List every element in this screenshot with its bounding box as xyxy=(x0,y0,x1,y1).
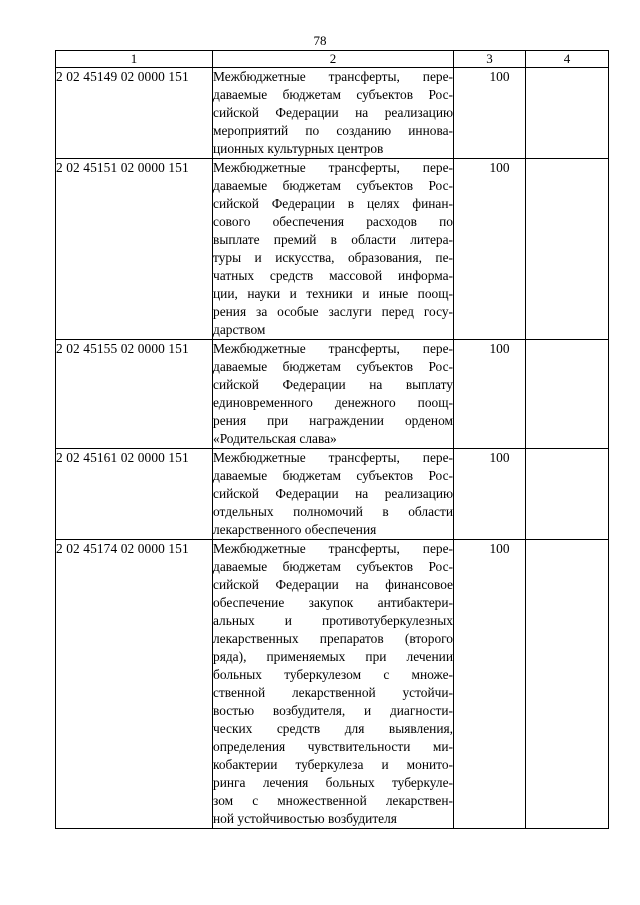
description-line: туры и искусства, образования, пе- xyxy=(213,250,453,265)
description-line: ционных культурных центров xyxy=(213,141,384,156)
description-line: даваемые бюджетам субъектов Рос- xyxy=(213,359,453,374)
column-4-cell xyxy=(526,68,609,159)
table-row xyxy=(56,340,609,449)
description-line: ции, науки и техники и иные поощ- xyxy=(213,286,453,301)
column-header-3: 3 xyxy=(454,51,526,68)
description-line: сового обеспечения расходов по xyxy=(213,214,453,229)
description-line: выплате премий в области литера- xyxy=(213,232,453,247)
description-line: альных и противотуберкулезных xyxy=(213,613,453,628)
amount-value: 100 xyxy=(489,541,510,556)
column-header-2: 2 xyxy=(213,51,454,68)
table-header xyxy=(56,51,609,68)
amount-cell xyxy=(454,540,526,829)
description-line: зом с множественной лекарствен- xyxy=(213,793,453,808)
description-line: «Родительская слава» xyxy=(213,431,337,446)
description-cell xyxy=(213,449,454,540)
description-line: Межбюджетные трансферты, пере- xyxy=(213,69,453,84)
description-line: рения при награждении орденом xyxy=(213,413,453,428)
amount-value: 100 xyxy=(489,341,510,356)
description-line: единовременного денежного поощ- xyxy=(213,395,453,410)
description-line: даваемые бюджетам субъектов Рос- xyxy=(213,559,453,574)
column-4-cell xyxy=(526,449,609,540)
description-line: ной устойчивостью возбудителя xyxy=(213,811,397,826)
description-cell xyxy=(213,540,454,829)
description-line: сийской Федерации на выплату xyxy=(213,377,453,392)
budget-code-cell: 2 02 45155 02 0000 151 xyxy=(56,340,213,449)
description-line: сийской Федерации в целях финан- xyxy=(213,196,453,211)
description-line: ринга лечения больных туберкуле- xyxy=(213,775,453,790)
description-line: Межбюджетные трансферты, пере- xyxy=(213,341,453,356)
header-row xyxy=(56,51,609,68)
description-line: отдельных полномочий в области xyxy=(213,504,453,519)
description-line: сийской Федерации на реализацию xyxy=(213,486,453,501)
description-line: сийской Федерации на реализацию xyxy=(213,105,453,120)
description-line: ряда), применяемых при лечении xyxy=(213,649,453,664)
description-line: рения за особые заслуги перед госу- xyxy=(213,304,453,319)
table-body xyxy=(56,68,609,829)
description-line: чатных средств массовой информа- xyxy=(213,268,453,283)
budget-code-cell: 2 02 45149 02 0000 151 xyxy=(56,68,213,159)
budget-code-cell: 2 02 45151 02 0000 151 xyxy=(56,159,213,340)
description-line: даваемые бюджетам субъектов Рос- xyxy=(213,468,453,483)
column-header-4: 4 xyxy=(526,51,609,68)
description-line: ственной лекарственной устойчи- xyxy=(213,685,453,700)
description-line: сийской Федерации на финансовое xyxy=(213,577,453,592)
budget-table xyxy=(55,50,609,829)
description-line: востью возбудителя, и диагности- xyxy=(213,703,453,718)
budget-code-cell: 2 02 45161 02 0000 151 xyxy=(56,449,213,540)
table-row xyxy=(56,540,609,829)
description-line: определения чувствительности ми- xyxy=(213,739,453,754)
description-line: лекарственного обеспечения xyxy=(213,522,377,537)
description-line: ческих средств для выявления, xyxy=(213,721,453,736)
page-number: 78 xyxy=(313,33,327,48)
description-cell xyxy=(213,340,454,449)
description-line: обеспечение закупок антибактери- xyxy=(213,595,453,610)
description-cell xyxy=(213,68,454,159)
description-line: даваемые бюджетам субъектов Рос- xyxy=(213,87,453,102)
description-line: кобактерии туберкулеза и монито- xyxy=(213,757,453,772)
description-line: больных туберкулезом с множе- xyxy=(213,667,453,682)
description-cell xyxy=(213,159,454,340)
column-4-cell xyxy=(526,340,609,449)
amount-cell xyxy=(454,159,526,340)
column-4-cell xyxy=(526,159,609,340)
amount-cell xyxy=(454,340,526,449)
amount-cell xyxy=(454,68,526,159)
table-row xyxy=(56,68,609,159)
column-header-1: 1 xyxy=(56,51,213,68)
description-line: Межбюджетные трансферты, пере- xyxy=(213,541,453,556)
description-line: Межбюджетные трансферты, пере- xyxy=(213,450,453,465)
amount-cell xyxy=(454,449,526,540)
amount-value: 100 xyxy=(489,69,510,84)
description-line: дарством xyxy=(213,322,266,337)
description-line: мероприятий по созданию иннова- xyxy=(213,123,453,138)
table-row xyxy=(56,159,609,340)
budget-code-cell: 2 02 45174 02 0000 151 xyxy=(56,540,213,829)
amount-value: 100 xyxy=(489,160,510,175)
column-4-cell xyxy=(526,540,609,829)
description-line: даваемые бюджетам субъектов Рос- xyxy=(213,178,453,193)
description-line: Межбюджетные трансферты, пере- xyxy=(213,160,453,175)
table-row xyxy=(56,449,609,540)
amount-value: 100 xyxy=(489,450,510,465)
description-line: лекарственных препаратов (второго xyxy=(213,631,453,646)
